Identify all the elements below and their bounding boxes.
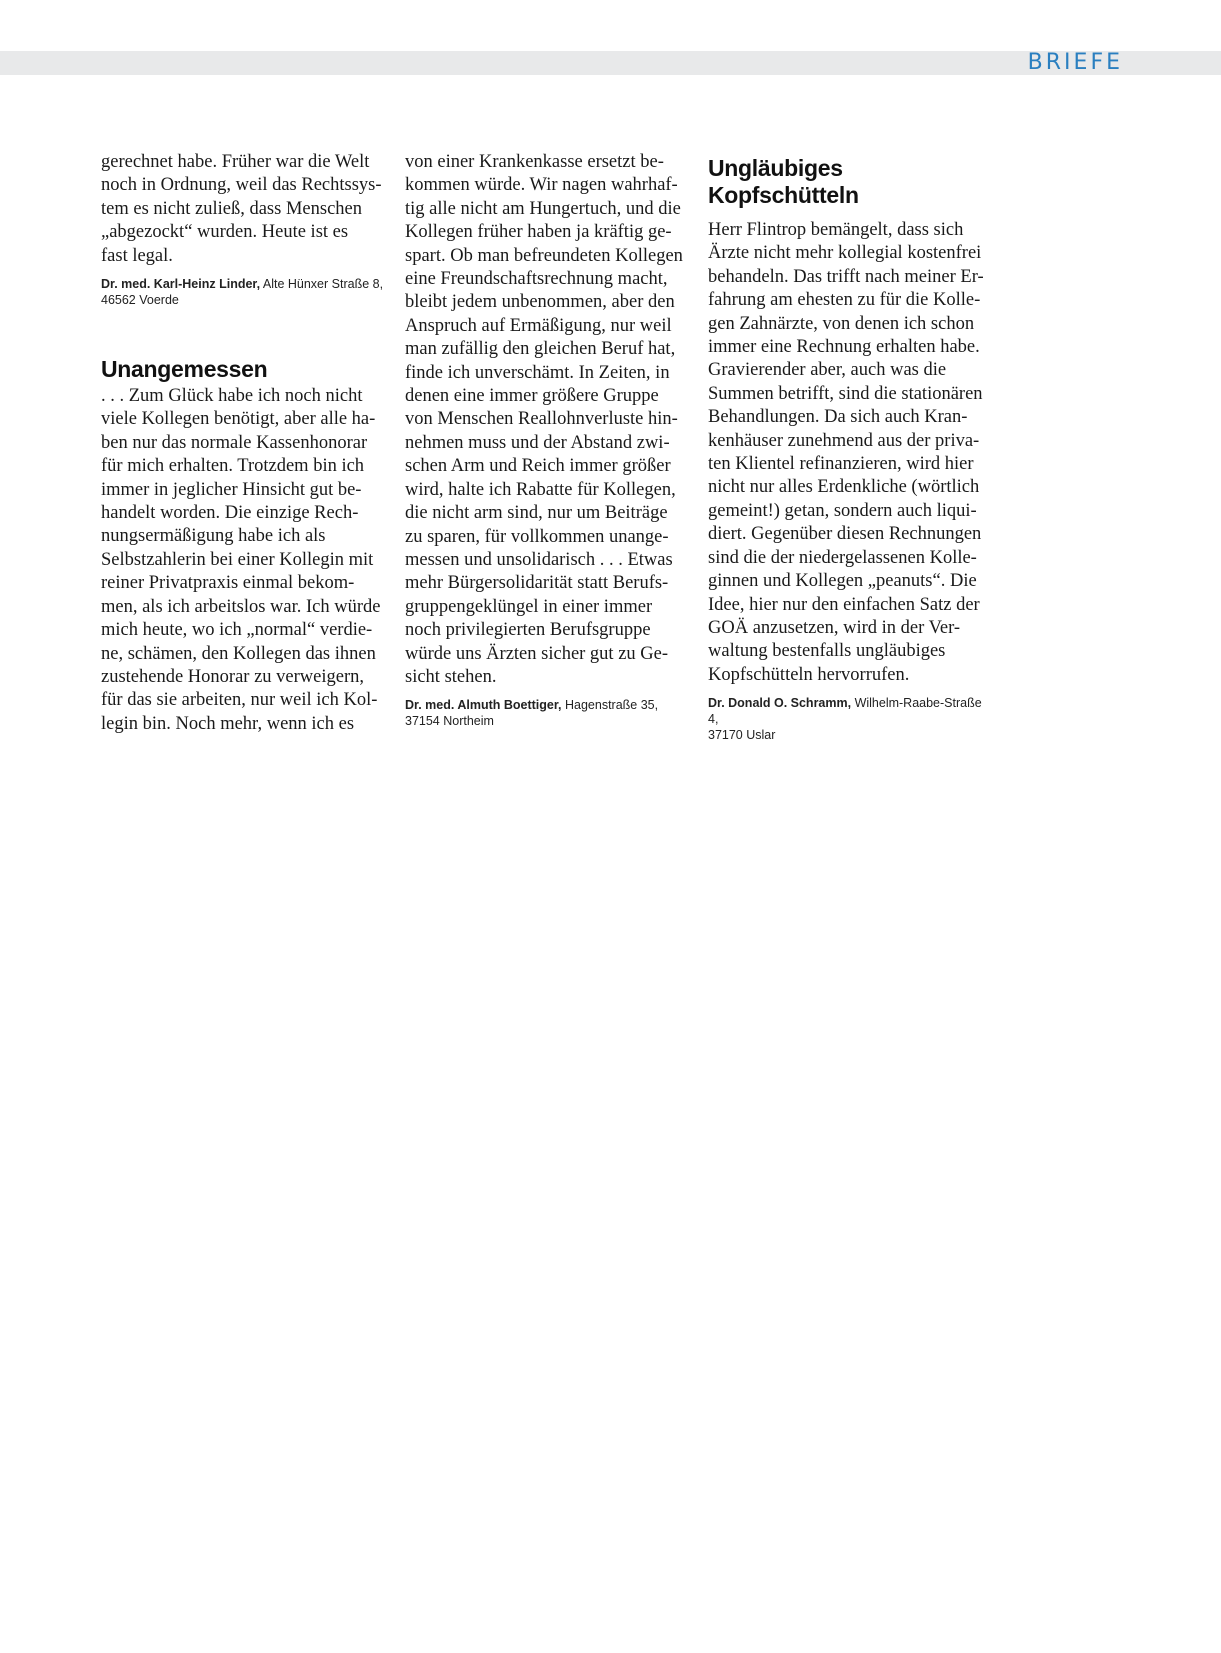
letter-text-2: . . . Zum Glück habe ich noch nicht viele Kollegen benötigt, aber alle ha- ben nur das normale Kassenhonorar für mich erhalten. Trotzdem bin ich immer in jeglicher Hinsicht gut be- handelt worden. Die einzige Rech- nungsermäßigung habe ich als Selbstzahlerin bei einer Kollegin mit reiner Privatpraxis einmal bekom- men, als ich arbeitslos war. Ich würde mich heute, wo ich „normal“ verdie- ne, schämen, den Kollegen das ihnen zustehende Honorar zu verweigern, für das sie arbeiten, nur weil ich Kol- legin bin. Noch mehr, wenn ich es [101, 386, 381, 734]
signature-name: Dr. med. Almuth Boettiger, [405, 698, 562, 713]
letter-signature-2 [405, 697, 692, 729]
signature-address: Hagenstraße 35, 37154 Northeim [405, 698, 659, 729]
column-3 [708, 151, 995, 743]
letter-text-1: gerechnet habe. Früher war die Welt noch in Ordnung, weil das Rechtssys- tem es nicht zuließ, dass Menschen „abgezockt“ wurden. Heute ist es fast legal. [101, 152, 382, 266]
signature-name: Dr. med. Karl-Heinz Linder, [101, 277, 261, 292]
letter-text-continued: von einer Krankenkasse ersetzt be- kommen würde. Wir nagen wahrhaf- tig alle nicht am Hungertuch, und die Kollegen früher haben ja kräftig ge- spart. Ob man befreundeten Kollegen eine Freundschaftsrechnung macht, bleibt jedem unbenommen, aber den Anspruch auf Ermäßigung, nur weil man zufällig den gleichen Beruf hat, finde ich unverschämt. In Zeiten, in denen eine immer größere Gruppe von Menschen Reallohnverluste hin- nehmen muss und der Abstand zwi- schen Arm und Reich immer größer wird, halte ich Rabatte für Kollegen, die nicht arm sind, nur um Beiträge zu sparen, für vollkommen unange- messen und unsolidarisch . . . Etwas mehr Bürgersolidarität statt Berufs- gruppengeklüngel in einer immer noch privilegierten Berufsgruppe würde uns Ärzten sicher gut zu Ge- sicht stehen. [405, 152, 683, 687]
letter-heading-unangemessen: Unangemessen [101, 356, 268, 383]
letter-heading-kopfschuetteln: Ungläubiges Kopfschütteln [708, 155, 859, 208]
signature-address: Alte Hünxer Straße 8, 46562 Voerde [101, 277, 384, 308]
section-label: BRIEFE [1027, 50, 1123, 75]
letter-text-3: Herr Flintrop bemängelt, dass sich Ärzte nicht mehr kollegial kostenfrei behandeln. Das trifft nach meiner Er- fahrung am ehesten zu für die Kolle- gen Zahnärzte, von denen ich schon immer eine Rechnung erhalten habe. Gravierender aber, auch was die Summen betrifft, sind die stationären Behandlungen. Da sich auch Kran- kenhäuser zunehmend aus der priva- ten Klientel refinanzieren, wird hier nicht nur alles Erdenkliche (wörtlich gemeint!) getan, sondern auch liqui- diert. Gegenüber diesen Rechnungen sind die der niedergelassenen Kolle- ginnen und Kollegen „peanuts“. Die Idee, hier nur den einfachen Satz der GOÄ anzusetzen, wird in der Ver- waltung bestenfalls ungläubiges Kopfschütteln hervorrufen. [708, 220, 984, 685]
letter-signature-1 [101, 276, 388, 308]
column-1 [101, 151, 388, 736]
signature-address: Wilhelm-Raabe-Straße 4, 37170 Uslar [708, 696, 982, 743]
signature-name: Dr. Donald O. Schramm, [708, 696, 852, 711]
letter-signature-3 [708, 695, 995, 743]
column-2 [405, 151, 692, 729]
